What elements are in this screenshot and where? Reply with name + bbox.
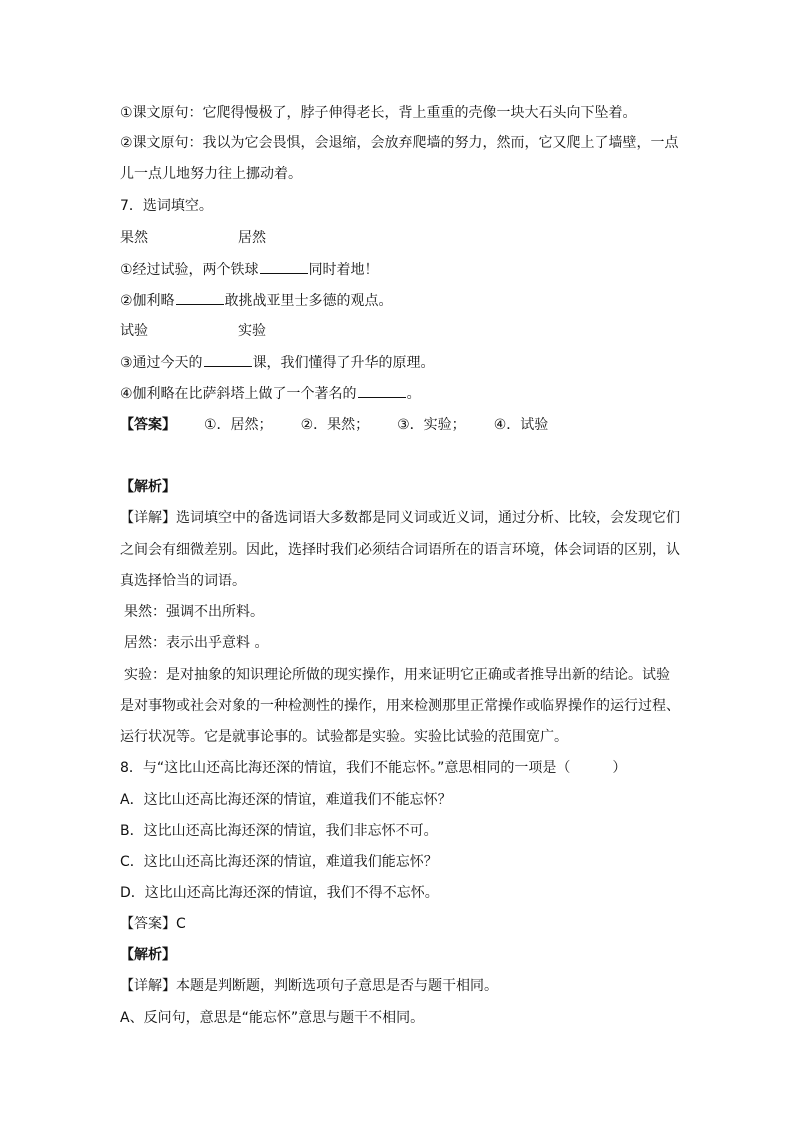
analysis-label: 【解析】	[120, 947, 176, 963]
question-8-title: 8．与“这比山还高比海还深的情谊，我们不能忘怀。”意思相同的一项是（ ）	[120, 760, 627, 776]
text-line: 真选择恰当的词语。	[120, 573, 246, 589]
sentence-part: 。	[406, 386, 421, 402]
answer-row: 【答案】C	[120, 916, 186, 932]
word-choice-row-2	[120, 321, 680, 341]
sentence-part: 敢挑战亚里士多德的观点。	[224, 293, 393, 309]
answer-item: ④．试验	[493, 417, 549, 433]
option-d: D．这比山还高比海还深的情谊，我们不得不忘怀。	[120, 885, 439, 901]
word-option: 果然	[120, 230, 148, 246]
fill-blank-1	[120, 259, 680, 280]
text-line: 【详解】选词填空中的备选词语大多数都是同义词或近义词，通过分析、比较，会发现它们	[120, 510, 680, 526]
fill-blank-4	[120, 383, 680, 404]
answer-item: ①．居然；	[204, 417, 273, 433]
answer-blank	[260, 259, 308, 274]
fill-blank-3	[120, 352, 680, 373]
sentence-part: ②伽利略	[120, 293, 175, 309]
text-line: 果然：强调不出所料。	[124, 604, 264, 620]
option-a: A．这比山还高比海还深的情谊，难道我们不能忘怀？	[120, 792, 452, 808]
text-line: 【详解】本题是判断题，判断选项句子意思是否与题干相同。	[120, 978, 498, 994]
text-line: 运行状况等。它是就事论事的。试验都是实验。实验比试验的范围宽广。	[120, 729, 568, 745]
word-choice-row-1	[120, 228, 680, 248]
word-option: 居然	[238, 230, 266, 246]
answer-label: 【答案】	[120, 417, 176, 433]
answer-item: ③．实验；	[397, 417, 466, 433]
word-option: 试验	[120, 323, 148, 339]
text-line: ②课文原句：我以为它会畏惧，会退缩，会放弃爬墙的努力，然而，它又爬上了墙壁，一点	[120, 135, 679, 151]
fill-blank-2	[120, 290, 680, 311]
sentence-part: ④伽利略在比萨斜塔上做了一个著名的	[120, 386, 357, 402]
answer-row	[120, 415, 680, 435]
word-option: 实验	[238, 323, 266, 339]
answer-blank	[204, 352, 252, 367]
question-7-title: 7．选词填空。	[120, 198, 213, 214]
option-c: C．这比山还高比海还深的情谊，难道我们能忘怀？	[120, 854, 438, 870]
sentence-part: ①经过试验，两个铁球	[120, 262, 259, 278]
answer-blank	[358, 383, 406, 398]
text-line: 居然：表示出乎意料 。	[124, 635, 269, 651]
text-line: 儿一点儿地努力往上挪动着。	[120, 166, 302, 182]
text-line: A、反问句，意思是“能忘怀”意思与题干不相同。	[120, 1010, 425, 1026]
answer-item: ②．果然；	[300, 417, 370, 433]
sentence-part: 同时着地！	[308, 262, 379, 278]
analysis-label: 【解析】	[120, 479, 176, 495]
text-line: ①课文原句：它爬得慢极了，脖子伸得老长，背上重重的壳像一块大石头向下坠着。	[120, 105, 637, 121]
text-line: 是对事物或社会对象的一种检测性的操作，用来检测那里正常操作或临界操作的运行过程、	[120, 698, 680, 714]
answer-blank	[176, 290, 224, 305]
text-line: 实验：是对抽象的知识理论所做的现实操作，用来证明它正确或者推导出新的结论。试验	[124, 667, 670, 683]
text-line: 之间会有细微差别。因此，选择时我们必须结合词语所在的语言环境，体会词语的区别，认	[120, 542, 680, 558]
option-b: B．这比山还高比海还深的情谊，我们非忘怀不可。	[120, 823, 438, 839]
sentence-part: 课，我们懂得了升华的原理。	[252, 355, 435, 371]
sentence-part: ③通过今天的	[120, 355, 203, 371]
